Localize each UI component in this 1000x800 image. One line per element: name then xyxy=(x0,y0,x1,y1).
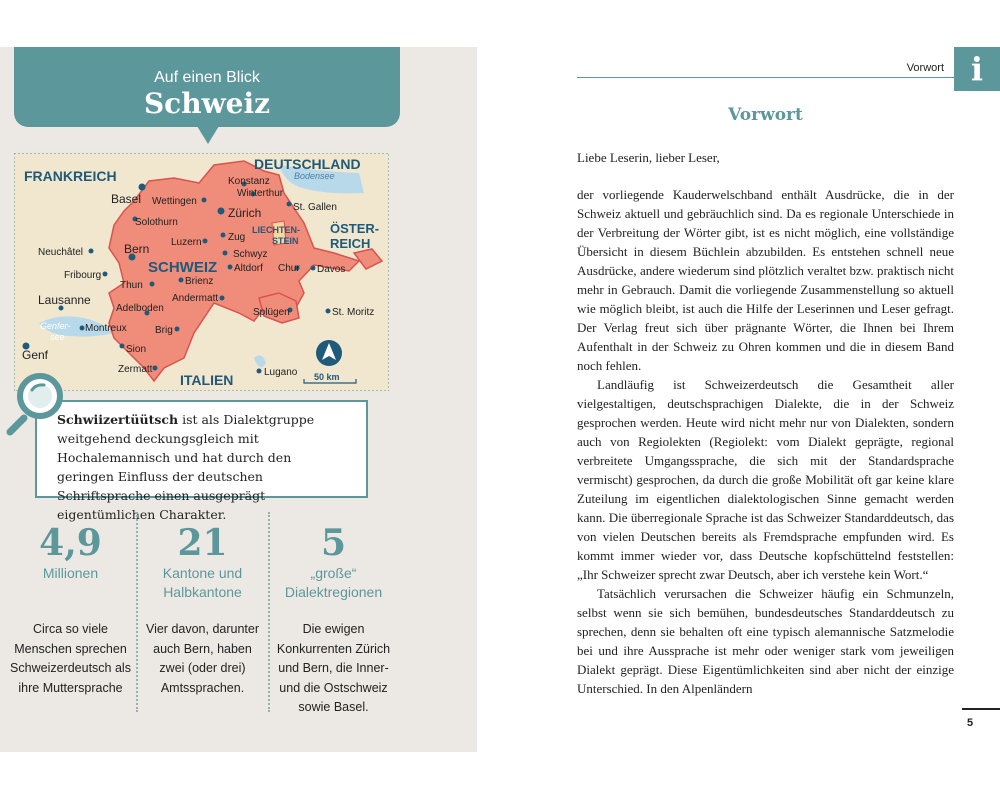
body-text xyxy=(577,148,954,698)
dot-basel xyxy=(139,184,146,191)
footer-rule xyxy=(962,708,1000,710)
switzerland-map xyxy=(14,153,389,391)
dot-luzern xyxy=(203,239,208,244)
city-konstanz: Konstanz xyxy=(228,176,270,187)
dot-brienz xyxy=(179,278,184,283)
dot-zermatt xyxy=(153,366,158,371)
info-box xyxy=(35,400,368,522)
city-adelboden: Adelboden xyxy=(116,303,164,314)
label-italien: ITALIEN xyxy=(180,372,234,388)
dot-neuchatel xyxy=(89,249,94,254)
label-schweiz: SCHWEIZ xyxy=(148,259,218,276)
greeting: Liebe Leserin, lieber Leser, xyxy=(577,150,720,165)
dot-thun xyxy=(150,282,155,287)
city-schwyz: Schwyz xyxy=(233,249,268,260)
city-chur: Chur xyxy=(278,263,300,274)
label-oesterreich-1: ÖSTER- xyxy=(330,221,380,236)
city-solothurn: Solothurn xyxy=(135,217,178,228)
label-genfersee-2: see xyxy=(50,332,65,342)
stat-description: Die ewigen Konkurrenten Zürich und Bern, die Inner- und die Ostschweiz sowie Basel. xyxy=(276,622,391,714)
stat-description: Circa so viele Menschen sprechen Schweizerdeutsch als ihre Muttersprache xyxy=(10,622,131,695)
dot-sion xyxy=(120,344,125,349)
city-wettingen: Wettingen xyxy=(152,196,197,207)
banner-subtitle: Auf einen Blick xyxy=(154,69,260,86)
column-divider xyxy=(268,512,270,712)
city-lausanne: Lausanne xyxy=(38,293,91,307)
dot-lugano xyxy=(257,369,262,374)
info-bold-term: Schwiizertüütsch xyxy=(57,412,179,427)
stat-kantone xyxy=(140,522,265,602)
city-altdorf: Altdorf xyxy=(234,263,263,274)
paragraph: Landläufig ist Schweizerdeutsch die Gesamtheit aller vielgestaltigen, deutschsprachigen Dialekte, die in der Schweiz gesprochen werden. Heute wird nicht mehr nur von Dialekten, sondern auch von Regiolekten (Regiolekt: vom Dialekt geprägte, regional verbreitete Umgangssprache, die sich mit der Standardsprache vermischt) gesprochen, da durch die große Mobilität oft gar keine klare Zuteilung im eigentlichen dialektologischen Sinne gemacht werden kann. Die überregionale Sprache ist das Schweizer Standarddeutsch, das von vielen Deutschen bereits als Fremdsprache empfunden wird. Es kommt immer wieder vor, dass Deutsche kopfschüttelnd feststellen: „Ihr Schweizer sprecht zwar Deutsch, aber ich verstehe kein Wort.“ xyxy=(577,377,954,582)
city-zuerich: Zürich xyxy=(228,206,262,220)
label-genfersee-1: Genfer- xyxy=(40,321,71,331)
city-zermatt: Zermatt xyxy=(118,364,153,375)
chapter-heading: Vorwort xyxy=(728,105,803,125)
dot-st-gallen xyxy=(287,202,292,207)
city-spluegen: Splügen xyxy=(253,307,290,318)
column-divider xyxy=(136,512,138,712)
city-zug: Zug xyxy=(228,232,246,243)
city-lugano: Lugano xyxy=(264,367,298,378)
paragraph: der vorliegende Kauderwelschband enthält Ausdrücke, die in der Schweiz aktuell und gebräuchlich sind. Da es regionale Unterschiede in der Verbreitung der Wörter gibt, ist es nicht möglich, eine vollständige Übersicht in diesem Büchlein abzubilden. Es entstehen schnell neue Ausdrücke, andere wiederum sind plötzlich veraltet bzw. praktisch nicht mehr in Gebrauch. Damit die vorliegende Zusammenstellung so aktuell wie möglich bleibt, ist auch die Hilfe der Leserinnen und Leser gefragt. Der Verlag freut sich über prägnante Wörter, die Ihnen bei Ihrem Aufenthalt in der Schweiz zu Ohren kommen und die in diesem Band noch fehlen. xyxy=(577,187,954,373)
dot-fribourg xyxy=(103,272,108,277)
magnifier-icon xyxy=(6,368,76,438)
city-neuchatel: Neuchâtel xyxy=(38,247,84,258)
label-frankreich: FRANKREICH xyxy=(24,168,117,184)
stat-description: Vier davon, darunter auch Bern, haben zwei (oder drei) Amtssprachen. xyxy=(145,622,260,695)
dot-montreux xyxy=(80,326,85,331)
stat-label: Millionen xyxy=(42,565,99,581)
stat-number: 4,9 xyxy=(39,522,102,564)
city-andermatt: Andermatt xyxy=(172,293,219,304)
dot-st-moritz xyxy=(326,309,331,314)
banner-title: Schweiz xyxy=(143,87,271,120)
dot-schwyz xyxy=(223,251,228,256)
stat-number: 21 xyxy=(177,522,228,564)
city-luzern: Luzern xyxy=(171,237,202,248)
north-arrow-icon xyxy=(316,340,342,366)
dot-zug xyxy=(221,233,226,238)
city-brig: Brig xyxy=(155,325,173,336)
city-st-gallen: St. Gallen xyxy=(293,202,337,213)
city-winterthur: Winterthur xyxy=(237,188,284,199)
stat-number: 5 xyxy=(320,522,347,564)
stat-millionen xyxy=(8,522,133,583)
title-banner xyxy=(14,47,400,127)
label-liechtenstein-1: LIECHTEN- xyxy=(252,225,300,235)
city-genf: Genf xyxy=(22,348,49,362)
dot-wettingen xyxy=(202,198,207,203)
stat-label: Kantone und Halbkantone xyxy=(162,565,243,600)
dot-altdorf xyxy=(228,265,233,270)
city-sion: Sion xyxy=(126,344,147,355)
label-liechtenstein-2: STEIN xyxy=(272,236,299,246)
dot-davos xyxy=(311,266,316,271)
city-st-moritz: St. Moritz xyxy=(332,307,375,318)
dot-andermatt xyxy=(220,296,225,301)
label-bodensee: Bodensee xyxy=(294,171,335,181)
city-thun: Thun xyxy=(120,280,143,291)
label-deutschland: DEUTSCHLAND xyxy=(254,156,361,172)
city-davos: Davos xyxy=(317,264,346,275)
info-text: ist als Dialektgruppe weitgehend deckungsgleich mit Hochalemannisch und hat durch den geringen Einfluss der deutschen Schriftsprache einen ausgeprägt eigentümlichen Charakter. xyxy=(57,412,315,522)
stat-label: „große“ Dialektregionen xyxy=(284,565,383,600)
running-header: Vorwort xyxy=(906,62,944,74)
dot-zuerich xyxy=(218,208,225,215)
city-bern: Bern xyxy=(124,242,150,256)
header-rule xyxy=(577,77,954,78)
label-oesterreich-2: REICH xyxy=(330,236,371,251)
city-fribourg: Fribourg xyxy=(64,270,102,281)
dot-brig xyxy=(175,327,180,332)
scale-label: 50 km xyxy=(314,372,340,382)
city-brienz: Brienz xyxy=(185,276,214,287)
city-basel: Basel xyxy=(111,192,142,206)
paragraph: Tatsächlich verursachen die Schweizer häufig ein Schmunzeln, selbst wenn sie sich bemühen, bundesdeutsches Standarddeutsch zu sprechen, denn sie behalten oft eine typisch alemannische Satzmelodie bei und ihre Aussprache ist mehr oder weniger stark vom jeweiligen Dialekt geprägt. Diese Eigentümlichkeiten sind aber nicht der einzige Unterschied. In den Alpenländern xyxy=(577,586,954,696)
info-tab-icon: i xyxy=(954,47,1000,91)
stat-dialektregionen xyxy=(271,522,396,602)
page-number: 5 xyxy=(967,717,974,729)
city-montreux: Montreux xyxy=(85,323,127,334)
banner-pointer xyxy=(197,126,219,144)
